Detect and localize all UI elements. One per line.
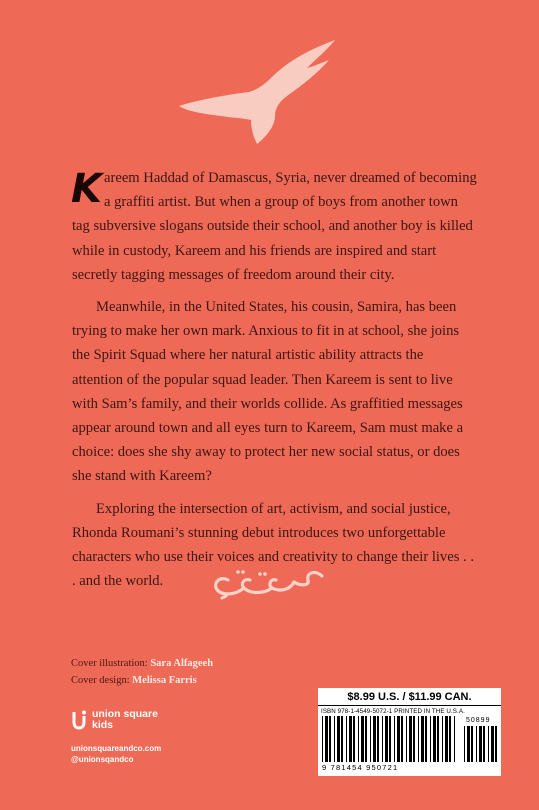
price: $8.99 U.S. / $11.99 CAN. bbox=[318, 688, 501, 706]
barcode-addon-digits: 50899 bbox=[466, 717, 491, 724]
paragraph-2: Meanwhile, in the United States, his cousin, Samira, has been trying to make her own mark. Anxious to fit in at school, she joins the Spirit Squad where her natural artistic ability attracts the attention of the popular squad leader. Then Kareem is sent to live with Sam’s family, and their worlds collide. As graffitied messages appear around town and all eyes turn to Kareem, Sam must make a choice: does she shy away to protect her new social status, or does she stand with Kareem? bbox=[72, 299, 464, 485]
isbn-line: ISBN 978-1-4549-5072-1 PRINTED IN THE U.S.A. bbox=[321, 708, 465, 715]
publisher-website: unionsquareandco.com bbox=[71, 744, 162, 753]
drop-cap: K bbox=[71, 166, 102, 212]
illustration-label: Cover illustration: bbox=[71, 658, 148, 669]
illustration-credit bbox=[71, 655, 213, 672]
barcode-digits: 9 781454 950721 bbox=[322, 763, 399, 772]
dove-icon bbox=[175, 38, 345, 146]
blurb bbox=[72, 166, 477, 601]
publisher-name bbox=[92, 709, 158, 731]
design-credit bbox=[71, 672, 213, 689]
publisher-name-line2: kids bbox=[92, 719, 114, 731]
publisher-handle: @unionsqandco bbox=[71, 755, 134, 764]
paragraph-1-text: areem Haddad of Damascus, Syria, never dreamed of becoming a graffiti artist. But when a group of boys from another town tag subversive slogans outside their school, and another boy is killed while in custody, Kareem and his friends are inspired and start secretly tagging messages of freedom around their city. bbox=[72, 170, 477, 283]
paragraph-3: Exploring the intersection of art, activism, and social justice, Rhonda Roumani’s stunning debut introduces two unforgettable characters who use their voices and creativity to change their lives . . . and the world. bbox=[72, 500, 474, 590]
publisher-logo bbox=[71, 709, 158, 731]
cover-credits bbox=[71, 655, 213, 689]
union-square-u-icon bbox=[71, 710, 87, 730]
publisher-contacts bbox=[71, 743, 161, 765]
barcode-addon-bars bbox=[464, 726, 498, 772]
publisher-name-line1: union square bbox=[92, 708, 158, 720]
barcode-box bbox=[318, 688, 501, 776]
design-label: Cover design: bbox=[71, 675, 130, 686]
illustrator-name: Sara Alfageeh bbox=[150, 658, 214, 669]
arabic-calligraphy-icon bbox=[210, 562, 330, 602]
paragraph-1 bbox=[72, 166, 477, 287]
designer-name: Melissa Farris bbox=[132, 675, 197, 686]
barcode-bars bbox=[322, 716, 458, 762]
